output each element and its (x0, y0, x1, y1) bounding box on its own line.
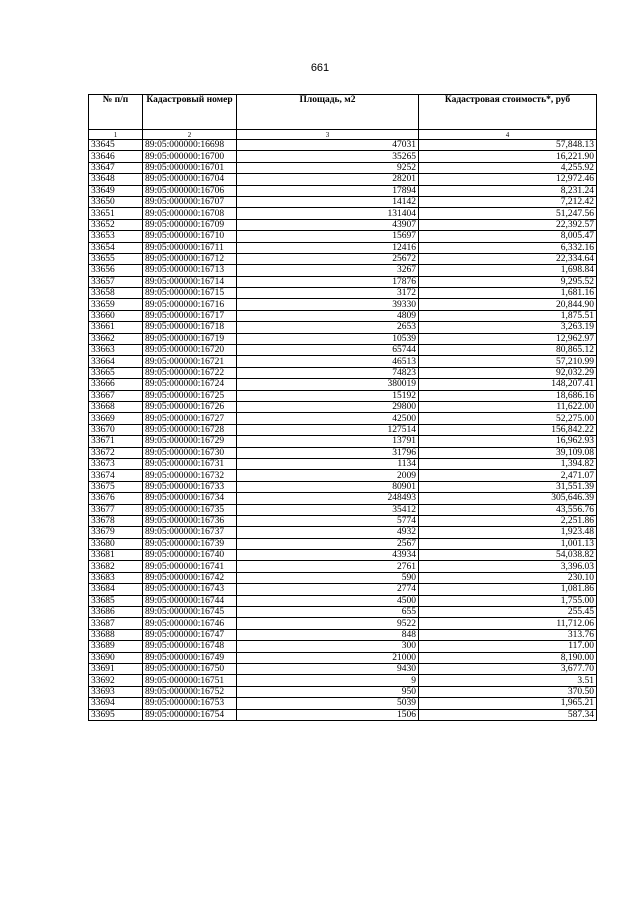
value-cell: 587.34 (419, 709, 597, 720)
value-cell: 22,334.64 (419, 253, 597, 264)
value-cell: 3.51 (419, 675, 597, 686)
column-number: 2 (143, 130, 237, 140)
value-cell: 8,231.24 (419, 185, 597, 196)
area-cell: 380019 (237, 379, 419, 390)
table-row (89, 151, 597, 162)
row-number-cell: 33660 (89, 310, 143, 321)
value-cell: 4,255.92 (419, 162, 597, 173)
area-cell: 5774 (237, 515, 419, 526)
row-number-cell: 33681 (89, 550, 143, 561)
row-number-cell: 33656 (89, 265, 143, 276)
area-cell: 15697 (237, 231, 419, 242)
row-number-cell: 33676 (89, 493, 143, 504)
cadastral-number-cell: 89:05:000000:16712 (143, 253, 237, 264)
cadastral-number-cell: 89:05:000000:16719 (143, 333, 237, 344)
table-row (89, 196, 597, 207)
row-number-cell: 33654 (89, 242, 143, 253)
value-cell: 3,677.70 (419, 663, 597, 674)
value-cell: 31,551.39 (419, 481, 597, 492)
table-row (89, 231, 597, 242)
cadastral-number-cell: 89:05:000000:16733 (143, 481, 237, 492)
value-cell: 8,190.00 (419, 652, 597, 663)
table-row (89, 527, 597, 538)
value-cell: 8,005.47 (419, 231, 597, 242)
value-cell: 18,686.16 (419, 390, 597, 401)
value-cell: 43,556.76 (419, 504, 597, 515)
cadastral-number-cell: 89:05:000000:16740 (143, 550, 237, 561)
area-cell: 590 (237, 572, 419, 583)
row-number-cell: 33647 (89, 162, 143, 173)
area-cell: 1506 (237, 709, 419, 720)
area-cell: 17876 (237, 276, 419, 287)
cadastral-number-cell: 89:05:000000:16717 (143, 310, 237, 321)
value-cell: 305,646.39 (419, 493, 597, 504)
row-number-cell: 33657 (89, 276, 143, 287)
cadastral-number-cell: 89:05:000000:16725 (143, 390, 237, 401)
area-cell: 3267 (237, 265, 419, 276)
cadastral-number-cell: 89:05:000000:16720 (143, 345, 237, 356)
value-cell: 3,396.03 (419, 561, 597, 572)
area-cell: 9430 (237, 663, 419, 674)
value-cell: 2,471.07 (419, 470, 597, 481)
cadastral-number-cell: 89:05:000000:16713 (143, 265, 237, 276)
value-cell: 1,965.21 (419, 698, 597, 709)
row-number-cell: 33686 (89, 607, 143, 618)
cadastral-number-cell: 89:05:000000:16737 (143, 527, 237, 538)
value-cell: 9,295.52 (419, 276, 597, 287)
table-row (89, 356, 597, 367)
value-cell: 16,221.90 (419, 151, 597, 162)
row-number-cell: 33665 (89, 367, 143, 378)
value-cell: 3,263.19 (419, 322, 597, 333)
table-row (89, 607, 597, 618)
row-number-cell: 33661 (89, 322, 143, 333)
row-number-cell: 33666 (89, 379, 143, 390)
header-area: Площадь, м2 (237, 95, 419, 130)
value-cell: 51,247.56 (419, 208, 597, 219)
row-number-cell: 33679 (89, 527, 143, 538)
area-cell: 21000 (237, 652, 419, 663)
row-number-cell: 33671 (89, 436, 143, 447)
value-cell: 52,275.00 (419, 413, 597, 424)
table-row (89, 367, 597, 378)
table-row (89, 140, 597, 151)
column-number: 1 (89, 130, 143, 140)
area-cell: 17894 (237, 185, 419, 196)
area-cell: 3172 (237, 288, 419, 299)
area-cell: 15192 (237, 390, 419, 401)
table-row (89, 561, 597, 572)
value-cell: 1,755.00 (419, 595, 597, 606)
table-row (89, 709, 597, 720)
area-cell: 35412 (237, 504, 419, 515)
row-number-cell: 33691 (89, 663, 143, 674)
row-number-cell: 33687 (89, 618, 143, 629)
table-row (89, 345, 597, 356)
row-number-cell: 33658 (89, 288, 143, 299)
table-row (89, 675, 597, 686)
cadastral-number-cell: 89:05:000000:16716 (143, 299, 237, 310)
area-cell: 13791 (237, 436, 419, 447)
row-number-cell: 33652 (89, 219, 143, 230)
table-row (89, 572, 597, 583)
area-cell: 9252 (237, 162, 419, 173)
row-number-cell: 33653 (89, 231, 143, 242)
table-row (89, 242, 597, 253)
area-cell: 65744 (237, 345, 419, 356)
table-row (89, 219, 597, 230)
cadastral-number-cell: 89:05:000000:16709 (143, 219, 237, 230)
table-row (89, 322, 597, 333)
area-cell: 80901 (237, 481, 419, 492)
row-number-cell: 33680 (89, 538, 143, 549)
value-cell: 6,332.16 (419, 242, 597, 253)
cadastral-number-cell: 89:05:000000:16751 (143, 675, 237, 686)
area-cell: 2761 (237, 561, 419, 572)
area-cell: 12416 (237, 242, 419, 253)
header-cadastral-value: Кадастровая стоимость*, руб (419, 95, 597, 130)
table-row (89, 299, 597, 310)
row-number-cell: 33672 (89, 447, 143, 458)
area-cell: 1134 (237, 458, 419, 469)
table-row (89, 401, 597, 412)
area-cell: 31796 (237, 447, 419, 458)
row-number-cell: 33662 (89, 333, 143, 344)
table-row (89, 310, 597, 321)
table-row (89, 550, 597, 561)
row-number-cell: 33694 (89, 698, 143, 709)
value-cell: 1,875.51 (419, 310, 597, 321)
cadastral-number-cell: 89:05:000000:16741 (143, 561, 237, 572)
cadastral-number-cell: 89:05:000000:16714 (143, 276, 237, 287)
table-row (89, 390, 597, 401)
row-number-cell: 33695 (89, 709, 143, 720)
row-number-cell: 33685 (89, 595, 143, 606)
row-number-cell: 33689 (89, 641, 143, 652)
cadastral-number-cell: 89:05:000000:16734 (143, 493, 237, 504)
cadastral-number-cell: 89:05:000000:16744 (143, 595, 237, 606)
area-cell: 131404 (237, 208, 419, 219)
row-number-cell: 33678 (89, 515, 143, 526)
area-cell: 14142 (237, 196, 419, 207)
value-cell: 20,844.90 (419, 299, 597, 310)
cadastral-number-cell: 89:05:000000:16748 (143, 641, 237, 652)
table-row (89, 447, 597, 458)
cadastral-number-cell: 89:05:000000:16743 (143, 584, 237, 595)
area-cell: 39330 (237, 299, 419, 310)
cadastral-number-cell: 89:05:000000:16731 (143, 458, 237, 469)
cadastral-number-cell: 89:05:000000:16747 (143, 629, 237, 640)
cadastral-number-cell: 89:05:000000:16753 (143, 698, 237, 709)
table-row (89, 481, 597, 492)
value-cell: 230.10 (419, 572, 597, 583)
row-number-cell: 33692 (89, 675, 143, 686)
value-cell: 54,038.82 (419, 550, 597, 561)
row-number-cell: 33688 (89, 629, 143, 640)
area-cell: 29800 (237, 401, 419, 412)
value-cell: 117.00 (419, 641, 597, 652)
table-row (89, 436, 597, 447)
cadastral-number-cell: 89:05:000000:16701 (143, 162, 237, 173)
table-row (89, 595, 597, 606)
cadastral-number-cell: 89:05:000000:16700 (143, 151, 237, 162)
table-row (89, 584, 597, 595)
cadastral-number-cell: 89:05:000000:16704 (143, 174, 237, 185)
row-number-cell: 33677 (89, 504, 143, 515)
table-row (89, 185, 597, 196)
area-cell: 47031 (237, 140, 419, 151)
row-number-cell: 33655 (89, 253, 143, 264)
cadastral-number-cell: 89:05:000000:16727 (143, 413, 237, 424)
table-row (89, 470, 597, 481)
cadastral-number-cell: 89:05:000000:16728 (143, 424, 237, 435)
cadastral-number-cell: 89:05:000000:16729 (143, 436, 237, 447)
table-row (89, 333, 597, 344)
value-cell: 11,622.00 (419, 401, 597, 412)
table-row (89, 504, 597, 515)
table-row (89, 379, 597, 390)
row-number-cell: 33646 (89, 151, 143, 162)
table-row (89, 208, 597, 219)
table-row (89, 618, 597, 629)
area-cell: 5039 (237, 698, 419, 709)
cadastral-number-cell: 89:05:000000:16715 (143, 288, 237, 299)
area-cell: 127514 (237, 424, 419, 435)
cadastral-number-cell: 89:05:000000:16739 (143, 538, 237, 549)
cadastral-number-cell: 89:05:000000:16718 (143, 322, 237, 333)
row-number-cell: 33693 (89, 686, 143, 697)
area-cell: 2009 (237, 470, 419, 481)
column-number: 3 (237, 130, 419, 140)
cadastral-number-cell: 89:05:000000:16742 (143, 572, 237, 583)
column-number: 4 (419, 130, 597, 140)
cadastral-number-cell: 89:05:000000:16706 (143, 185, 237, 196)
cadastral-number-cell: 89:05:000000:16726 (143, 401, 237, 412)
area-cell: 4809 (237, 310, 419, 321)
row-number-cell: 33673 (89, 458, 143, 469)
value-cell: 7,212.42 (419, 196, 597, 207)
row-number-cell: 33690 (89, 652, 143, 663)
cadastral-number-cell: 89:05:000000:16698 (143, 140, 237, 151)
area-cell: 4932 (237, 527, 419, 538)
area-cell: 300 (237, 641, 419, 652)
area-cell: 248493 (237, 493, 419, 504)
value-cell: 1,081.86 (419, 584, 597, 595)
table-row (89, 515, 597, 526)
area-cell: 35265 (237, 151, 419, 162)
cadastral-table (88, 94, 597, 721)
row-number-cell: 33664 (89, 356, 143, 367)
table-row (89, 458, 597, 469)
area-cell: 42500 (237, 413, 419, 424)
cadastral-number-cell: 89:05:000000:16710 (143, 231, 237, 242)
table-row (89, 276, 597, 287)
area-cell: 10539 (237, 333, 419, 344)
area-cell: 25672 (237, 253, 419, 264)
cadastral-number-cell: 89:05:000000:16750 (143, 663, 237, 674)
row-number-cell: 33682 (89, 561, 143, 572)
value-cell: 1,001.13 (419, 538, 597, 549)
value-cell: 39,109.08 (419, 447, 597, 458)
table-row (89, 538, 597, 549)
area-cell: 2653 (237, 322, 419, 333)
area-cell: 4500 (237, 595, 419, 606)
row-number-cell: 33683 (89, 572, 143, 583)
cadastral-number-cell: 89:05:000000:16736 (143, 515, 237, 526)
cadastral-number-cell: 89:05:000000:16711 (143, 242, 237, 253)
cadastral-number-cell: 89:05:000000:16708 (143, 208, 237, 219)
row-number-cell: 33659 (89, 299, 143, 310)
row-number-cell: 33663 (89, 345, 143, 356)
table-row (89, 162, 597, 173)
row-number-cell: 33675 (89, 481, 143, 492)
table-row (89, 493, 597, 504)
value-cell: 313.76 (419, 629, 597, 640)
cadastral-number-cell: 89:05:000000:16735 (143, 504, 237, 515)
value-cell: 57,848.13 (419, 140, 597, 151)
row-number-cell: 33669 (89, 413, 143, 424)
table-row (89, 424, 597, 435)
table-row (89, 686, 597, 697)
cadastral-number-cell: 89:05:000000:16707 (143, 196, 237, 207)
value-cell: 80,865.12 (419, 345, 597, 356)
value-cell: 148,207.41 (419, 379, 597, 390)
value-cell: 11,712.06 (419, 618, 597, 629)
table-row (89, 174, 597, 185)
cadastral-number-cell: 89:05:000000:16724 (143, 379, 237, 390)
row-number-cell: 33645 (89, 140, 143, 151)
area-cell: 74823 (237, 367, 419, 378)
row-number-cell: 33650 (89, 196, 143, 207)
area-cell: 9 (237, 675, 419, 686)
table-row (89, 253, 597, 264)
header-row-number: № п/п (89, 95, 143, 130)
cadastral-number-cell: 89:05:000000:16722 (143, 367, 237, 378)
row-number-cell: 33648 (89, 174, 143, 185)
value-cell: 1,681.16 (419, 288, 597, 299)
area-cell: 2774 (237, 584, 419, 595)
value-cell: 92,032.29 (419, 367, 597, 378)
area-cell: 46513 (237, 356, 419, 367)
area-cell: 43934 (237, 550, 419, 561)
row-number-cell: 33670 (89, 424, 143, 435)
table-row (89, 663, 597, 674)
area-cell: 2567 (237, 538, 419, 549)
cadastral-number-cell: 89:05:000000:16721 (143, 356, 237, 367)
header-cadastral-number: Кадастровый номер (143, 95, 237, 130)
table-row (89, 652, 597, 663)
cadastral-number-cell: 89:05:000000:16730 (143, 447, 237, 458)
value-cell: 16,962.93 (419, 436, 597, 447)
value-cell: 12,962.97 (419, 333, 597, 344)
cadastral-number-cell: 89:05:000000:16752 (143, 686, 237, 697)
row-number-cell: 33651 (89, 208, 143, 219)
cadastral-number-cell: 89:05:000000:16749 (143, 652, 237, 663)
row-number-cell: 33668 (89, 401, 143, 412)
row-number-cell: 33649 (89, 185, 143, 196)
area-cell: 28201 (237, 174, 419, 185)
cadastral-number-cell: 89:05:000000:16746 (143, 618, 237, 629)
value-cell: 1,923.48 (419, 527, 597, 538)
cadastral-number-cell: 89:05:000000:16745 (143, 607, 237, 618)
page-number: 661 (310, 62, 330, 74)
value-cell: 2,251.86 (419, 515, 597, 526)
table-row (89, 413, 597, 424)
value-cell: 22,392.57 (419, 219, 597, 230)
area-cell: 950 (237, 686, 419, 697)
cadastral-number-cell: 89:05:000000:16732 (143, 470, 237, 481)
value-cell: 1,698.84 (419, 265, 597, 276)
table-row (89, 698, 597, 709)
area-cell: 848 (237, 629, 419, 640)
value-cell: 1,394.82 (419, 458, 597, 469)
value-cell: 370.50 (419, 686, 597, 697)
value-cell: 57,210.99 (419, 356, 597, 367)
row-number-cell: 33667 (89, 390, 143, 401)
row-number-cell: 33684 (89, 584, 143, 595)
area-cell: 43907 (237, 219, 419, 230)
table-row (89, 641, 597, 652)
area-cell: 9522 (237, 618, 419, 629)
table-row (89, 265, 597, 276)
table-row (89, 288, 597, 299)
value-cell: 156,842.22 (419, 424, 597, 435)
row-number-cell: 33674 (89, 470, 143, 481)
table-row (89, 629, 597, 640)
value-cell: 12,972.46 (419, 174, 597, 185)
area-cell: 655 (237, 607, 419, 618)
cadastral-number-cell: 89:05:000000:16754 (143, 709, 237, 720)
value-cell: 255.45 (419, 607, 597, 618)
